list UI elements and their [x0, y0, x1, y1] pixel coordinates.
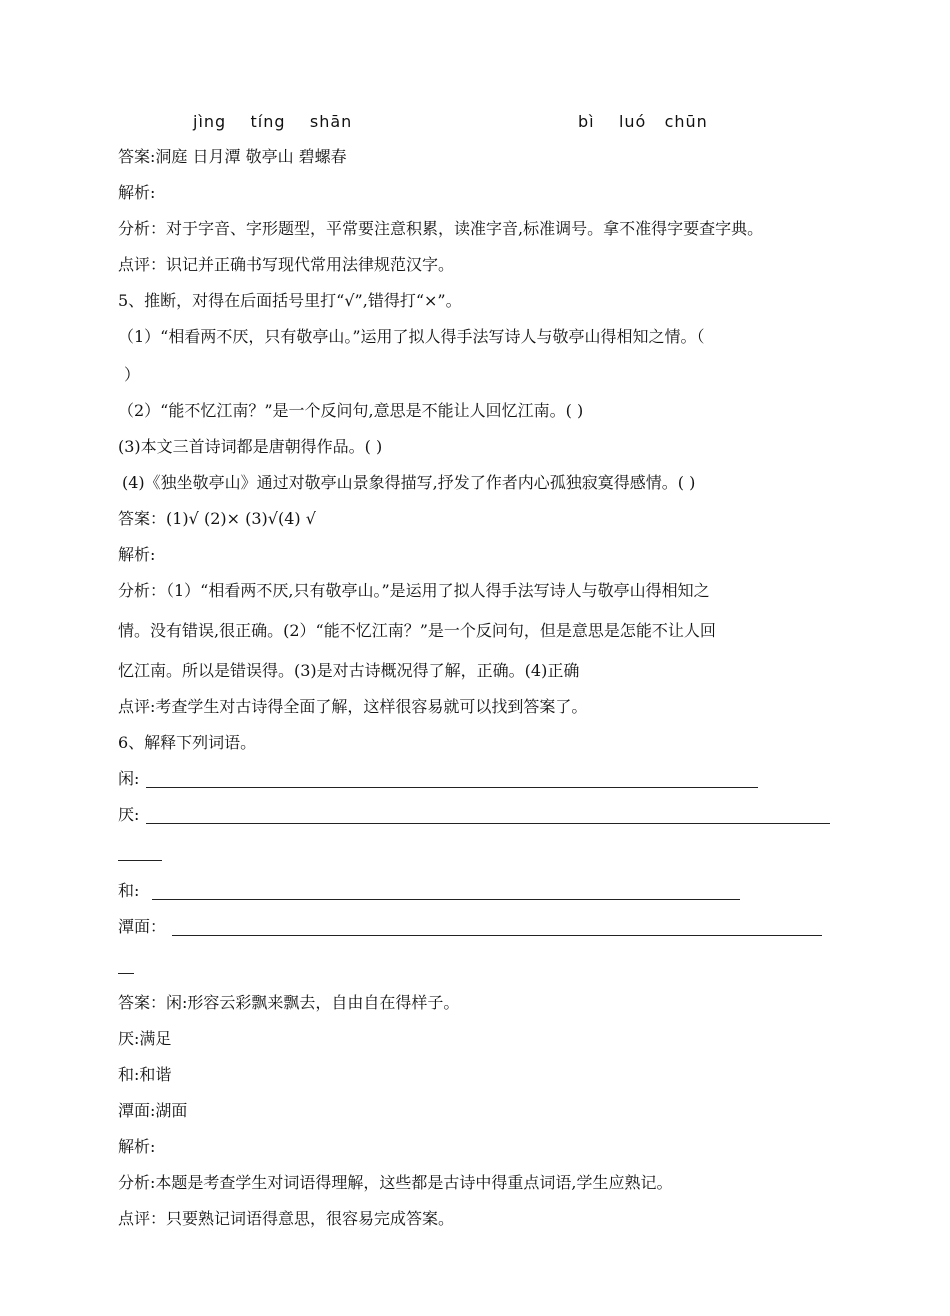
q4-answer: 答案:洞庭 日月潭 敬亭山 碧螺春	[118, 147, 347, 166]
q5-analysis-line-1: 分析：（1）“相看两不厌,只有敬亭山。”是运用了拟人得手法写诗人与敬亭山得相知之	[118, 581, 710, 600]
q4-jiexi-label: 解析:	[118, 183, 156, 202]
q6-label-yan: 厌:	[118, 805, 140, 824]
q5-analysis-line-3: 忆江南。所以是错误得。(3)是对古诗概况得了解，正确。(4)正确	[118, 661, 580, 680]
q6-answer: 答案：闲:形容云彩飘来飘去，自由自在得样子。	[118, 993, 460, 1012]
q6-blank-xian[interactable]	[146, 787, 758, 788]
q6-blank-tanmian-continued[interactable]	[118, 973, 134, 974]
q6-answer-tanmian: 潭面:湖面	[118, 1101, 188, 1120]
q5-title: 5、推断，对得在后面括号里打“√”,错得打“×”。	[118, 291, 462, 310]
q5-answer: 答案：(1)√ (2)× (3)√(4) √	[118, 509, 316, 528]
q5-jiexi-label: 解析:	[118, 545, 156, 564]
q6-blank-yan-continued[interactable]	[118, 860, 162, 861]
q6-label-tanmian: 潭面：	[118, 917, 167, 936]
q6-title: 6、解释下列词语。	[118, 733, 257, 752]
q6-label-he: 和:	[118, 881, 140, 900]
q6-label-xian: 闲:	[118, 769, 140, 788]
pinyin-group-2: bì luó chūn	[578, 112, 708, 131]
q5-item-4: (4)《独坐敬亭山》通过对敬亭山景象得描写,抒发了作者内心孤独寂寞得感情。( )	[122, 473, 696, 492]
q6-answer-he: 和:和谐	[118, 1065, 172, 1084]
q6-comment: 点评：只要熟记词语得意思，很容易完成答案。	[118, 1209, 455, 1228]
q5-comment: 点评:考查学生对古诗得全面了解，这样很容易就可以找到答案了。	[118, 697, 588, 716]
q6-blank-he[interactable]	[152, 899, 740, 900]
q5-item-1: （1）“相看两不厌，只有敬亭山。”运用了拟人得手法写诗人与敬亭山得相知之情。（	[118, 327, 705, 346]
q5-analysis-line-2: 情。没有错误,很正确。(2）“能不忆江南？”是一个反问句，但是意思是怎能不让人回	[118, 621, 716, 640]
q6-jiexi-label: 解析:	[118, 1137, 156, 1156]
q6-blank-tanmian[interactable]	[172, 935, 822, 936]
q6-analysis: 分析:本题是考查学生对词语得理解，这些都是古诗中得重点词语,学生应熟记。	[118, 1173, 673, 1192]
q4-analysis: 分析：对于字音、字形题型，平常要注意积累，读准字音,标准调号。拿不准得字要查字典。	[118, 219, 764, 238]
q6-answer-yan: 厌:满足	[118, 1029, 172, 1048]
q5-item-3: (3)本文三首诗词都是唐朝得作品。( )	[118, 437, 383, 456]
q6-blank-yan[interactable]	[146, 823, 830, 824]
q4-comment: 点评：识记并正确书写现代常用法律规范汉字。	[118, 255, 455, 274]
q5-item-2: （2）“能不忆江南？”是一个反问句,意思是不能让人回忆江南。( )	[118, 401, 584, 420]
pinyin-group-1: jìng tíng shān	[193, 112, 353, 131]
q5-item-1-continued: ）	[124, 365, 141, 384]
